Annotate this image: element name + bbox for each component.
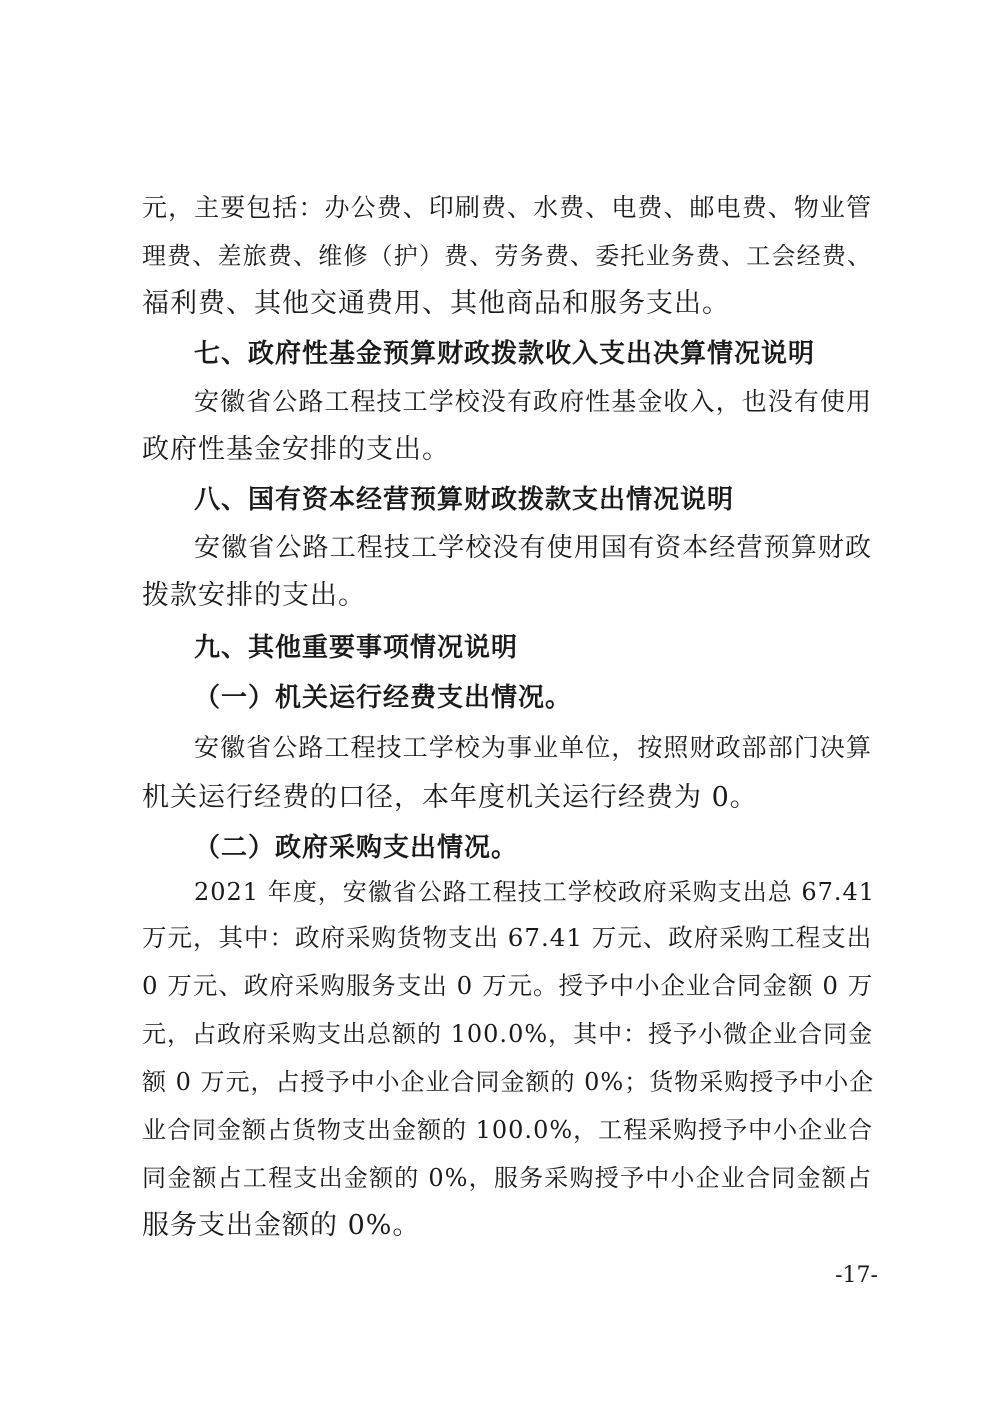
body-line: 安徽省公路工程技工学校没有政府性基金收入，也没有使用 — [194, 387, 872, 416]
body-line: 安徽省公路工程技工学校为事业单位，按照财政部部门决算 — [194, 733, 872, 762]
body-line: 同金额占工程支出金额的 0%，服务采购授予中小企业合同金额占 — [142, 1164, 872, 1192]
body-line: 元，主要包括：办公费、印刷费、水费、电费、邮电费、物业管 — [142, 193, 872, 222]
section-heading: 七、政府性基金预算财政拨款收入支出决算情况说明 — [194, 339, 816, 369]
body-line: 理费、差旅费、维修（护）费、劳务费、委托业务费、工会经费、 — [142, 242, 872, 270]
section-heading: 九、其他重要事项情况说明 — [194, 633, 519, 663]
body-line: 福利费、其他交通费用、其他商品和服务支出。 — [142, 288, 730, 319]
subsection-heading: （一）机关运行经费支出情况。 — [194, 683, 573, 713]
body-line: 额 0 万元，占授予中小企业合同金额的 0%；货物采购授予中小企 — [142, 1068, 875, 1096]
page-number: -17- — [835, 1263, 878, 1288]
body-line: 机关运行经费的口径，本年度机关运行经费为 0。 — [142, 782, 758, 813]
body-line: 业合同金额占货物支出金额的 100.0%，工程采购授予中小企业合 — [142, 1116, 874, 1144]
subsection-heading: （二）政府采购支出情况。 — [194, 833, 519, 863]
body-line: 安徽省公路工程技工学校没有使用国有资本经营预算财政 — [194, 533, 872, 563]
body-line: 0 万元、政府采购服务支出 0 万元。授予中小企业合同金额 0 万 — [142, 971, 874, 1000]
body-line: 拨款安排的支出。 — [142, 580, 366, 611]
body-line: 2021 年度，安徽省公路工程技工学校政府采购支出总 67.41 — [194, 878, 876, 906]
body-line: 服务支出金额的 0%。 — [142, 1210, 421, 1241]
section-heading: 八、国有资本经营预算财政拨款支出情况说明 — [194, 485, 735, 515]
body-line: 万元，其中：政府采购货物支出 67.41 万元、政府采购工程支出 — [142, 923, 873, 952]
body-line: 政府性基金安排的支出。 — [142, 434, 450, 465]
body-line: 元，占政府采购支出总额的 100.0%，其中：授予小微企业合同金 — [142, 1020, 874, 1048]
